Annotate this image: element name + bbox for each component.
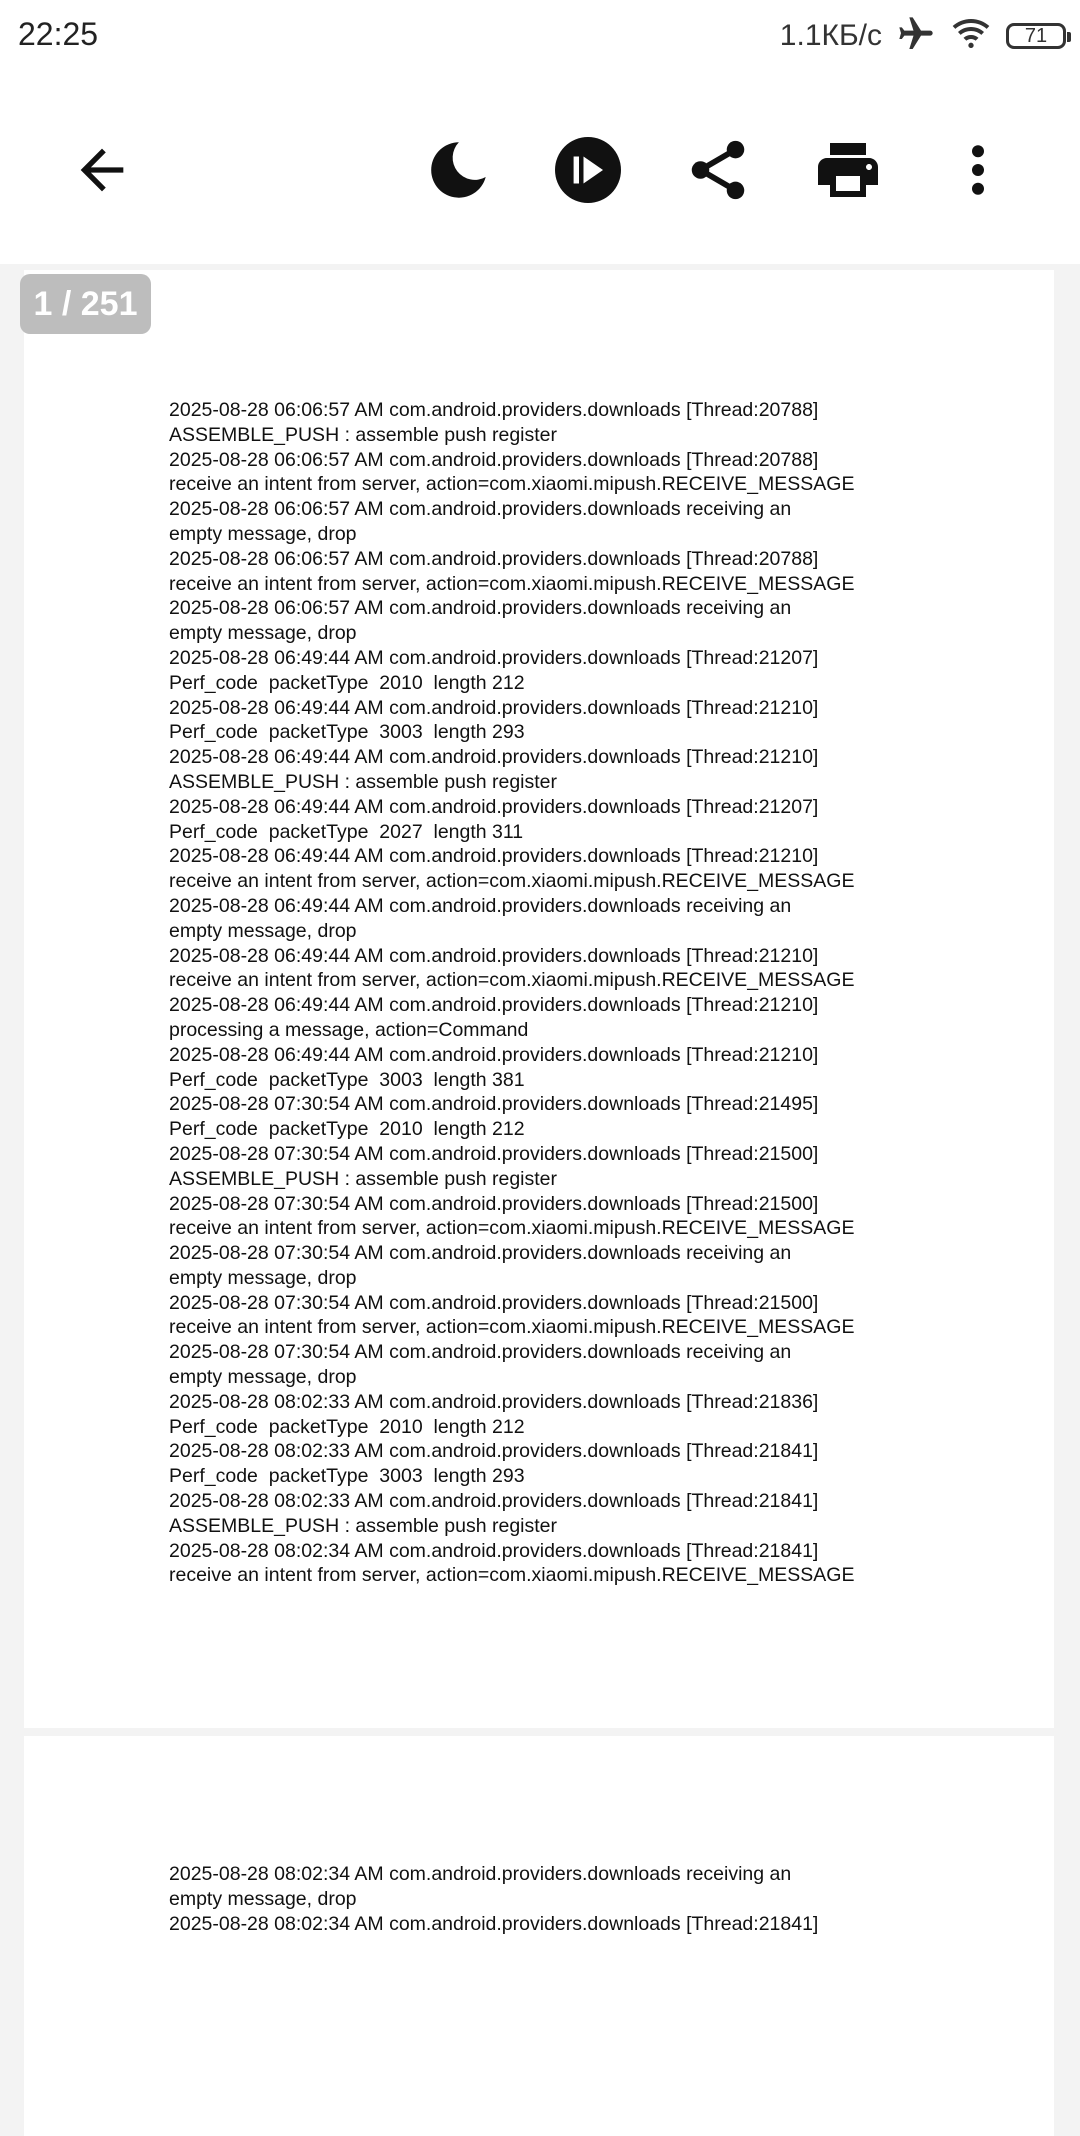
log-line: 2025-08-28 08:02:34 AM com.android.providers.downloads [Thread:21841] xyxy=(169,1912,819,1935)
status-bar xyxy=(0,0,1080,72)
log-line: receive an intent from server, action=com.xiaomi.mipush.RECEIVE_MESSAGE xyxy=(169,572,855,595)
log-line: 2025-08-28 06:06:57 AM com.android.providers.downloads receiving an xyxy=(169,498,792,521)
log-line: 2025-08-28 06:49:44 AM com.android.providers.downloads [Thread:21210] xyxy=(169,696,819,719)
status-icons xyxy=(780,14,1066,58)
battery-icon: 71 xyxy=(1006,23,1066,49)
play-button[interactable] xyxy=(546,128,630,212)
log-line: 2025-08-28 08:02:33 AM com.android.providers.downloads [Thread:21841] xyxy=(169,1490,819,1513)
log-line: Perf_code packetType 2010 length 212 xyxy=(169,671,525,694)
log-line: 2025-08-28 08:02:34 AM com.android.providers.downloads [Thread:21841] xyxy=(169,1539,819,1562)
log-line: Perf_code packetType 2010 length 212 xyxy=(169,1118,525,1141)
log-line: ASSEMBLE_PUSH : assemble push register xyxy=(169,423,558,446)
log-line: 2025-08-28 07:30:54 AM com.android.providers.downloads [Thread:21500] xyxy=(169,1192,819,1215)
log-line: receive an intent from server, action=com.xiaomi.mipush.RECEIVE_MESSAGE xyxy=(169,870,855,893)
log-line: 2025-08-28 06:06:57 AM com.android.providers.downloads [Thread:20788] xyxy=(169,547,819,570)
log-line: receive an intent from server, action=com.xiaomi.mipush.RECEIVE_MESSAGE xyxy=(169,1564,855,1587)
log-line: 2025-08-28 06:49:44 AM com.android.providers.downloads [Thread:21210] xyxy=(169,746,819,769)
document-page xyxy=(24,270,1054,1728)
more-options-button[interactable] xyxy=(936,128,1020,212)
log-line: processing a message, action=Command xyxy=(169,1018,529,1041)
page-text xyxy=(169,398,929,1588)
log-line: 2025-08-28 08:02:34 AM com.android.providers.downloads receiving an xyxy=(169,1863,792,1885)
log-line: receive an intent from server, action=com.xiaomi.mipush.RECEIVE_MESSAGE xyxy=(169,473,855,496)
log-line: receive an intent from server, action=com.xiaomi.mipush.RECEIVE_MESSAGE xyxy=(169,1217,855,1240)
log-line: 2025-08-28 07:30:54 AM com.android.providers.downloads [Thread:21495] xyxy=(169,1093,819,1116)
log-line: 2025-08-28 06:49:44 AM com.android.providers.downloads [Thread:21207] xyxy=(169,795,819,818)
log-line: ASSEMBLE_PUSH : assemble push register xyxy=(169,1514,558,1537)
log-line: Perf_code packetType 3003 length 293 xyxy=(169,721,525,744)
log-line: 2025-08-28 06:06:57 AM com.android.providers.downloads [Thread:20788] xyxy=(169,399,819,421)
moon-icon xyxy=(423,135,493,205)
share-button[interactable] xyxy=(676,128,760,212)
log-line: empty message, drop xyxy=(169,919,357,942)
log-line: ASSEMBLE_PUSH : assemble push register xyxy=(169,770,558,793)
log-line: empty message, drop xyxy=(169,1366,357,1389)
log-line: empty message, drop xyxy=(169,1887,357,1910)
log-line: Perf_code packetType 3003 length 381 xyxy=(169,1068,525,1091)
print-icon xyxy=(812,134,884,206)
log-line: 2025-08-28 06:49:44 AM com.android.providers.downloads receiving an xyxy=(169,894,792,917)
log-line: 2025-08-28 06:06:57 AM com.android.providers.downloads [Thread:20788] xyxy=(169,448,819,471)
toolbar xyxy=(0,72,1080,264)
log-line: 2025-08-28 06:49:44 AM com.android.providers.downloads [Thread:21210] xyxy=(169,1043,819,1066)
status-time: 22:25 xyxy=(18,16,99,52)
log-line: Perf_code packetType 3003 length 293 xyxy=(169,1465,525,1488)
log-line: 2025-08-28 06:49:44 AM com.android.providers.downloads [Thread:21210] xyxy=(169,944,819,967)
back-arrow-icon xyxy=(70,138,134,202)
log-line: ASSEMBLE_PUSH : assemble push register xyxy=(169,1167,558,1190)
log-line: 2025-08-28 07:30:54 AM com.android.providers.downloads [Thread:21500] xyxy=(169,1291,819,1314)
log-line: Perf_code packetType 2010 length 212 xyxy=(169,1415,525,1438)
log-line: 2025-08-28 06:06:57 AM com.android.providers.downloads receiving an xyxy=(169,597,792,620)
log-line: 2025-08-28 06:49:44 AM com.android.providers.downloads [Thread:21210] xyxy=(169,845,819,868)
more-vertical-icon xyxy=(948,138,1008,202)
play-icon xyxy=(552,134,624,206)
log-line: 2025-08-28 06:49:44 AM com.android.providers.downloads [Thread:21210] xyxy=(169,994,819,1017)
log-line: empty message, drop xyxy=(169,622,357,645)
wifi-icon xyxy=(950,14,992,59)
print-button[interactable] xyxy=(806,128,890,212)
airplane-icon xyxy=(896,14,936,59)
log-line: empty message, drop xyxy=(169,1266,357,1289)
share-icon xyxy=(683,135,753,205)
log-line: 2025-08-28 07:30:54 AM com.android.providers.downloads receiving an xyxy=(169,1341,792,1364)
log-line: 2025-08-28 07:30:54 AM com.android.providers.downloads receiving an xyxy=(169,1242,792,1265)
back-button[interactable] xyxy=(60,128,144,212)
log-line: 2025-08-28 08:02:33 AM com.android.providers.downloads [Thread:21836] xyxy=(169,1390,819,1413)
page-indicator: 1 / 251 xyxy=(20,274,151,334)
log-line: receive an intent from server, action=com.xiaomi.mipush.RECEIVE_MESSAGE xyxy=(169,1316,855,1339)
page-text xyxy=(169,1862,929,1936)
log-line: Perf_code packetType 2027 length 311 xyxy=(169,820,524,843)
night-mode-button[interactable] xyxy=(416,128,500,212)
network-speed: 1.1КБ/с xyxy=(779,19,882,52)
document-viewer[interactable] xyxy=(0,264,1080,1935)
log-line: 2025-08-28 07:30:54 AM com.android.providers.downloads [Thread:21500] xyxy=(169,1142,819,1165)
log-line: receive an intent from server, action=com.xiaomi.mipush.RECEIVE_MESSAGE xyxy=(169,969,855,992)
log-line: 2025-08-28 06:49:44 AM com.android.providers.downloads [Thread:21207] xyxy=(169,646,819,669)
log-line: 2025-08-28 08:02:33 AM com.android.providers.downloads [Thread:21841] xyxy=(169,1440,819,1463)
log-line: empty message, drop xyxy=(169,522,357,545)
document-page xyxy=(24,1736,1054,2136)
